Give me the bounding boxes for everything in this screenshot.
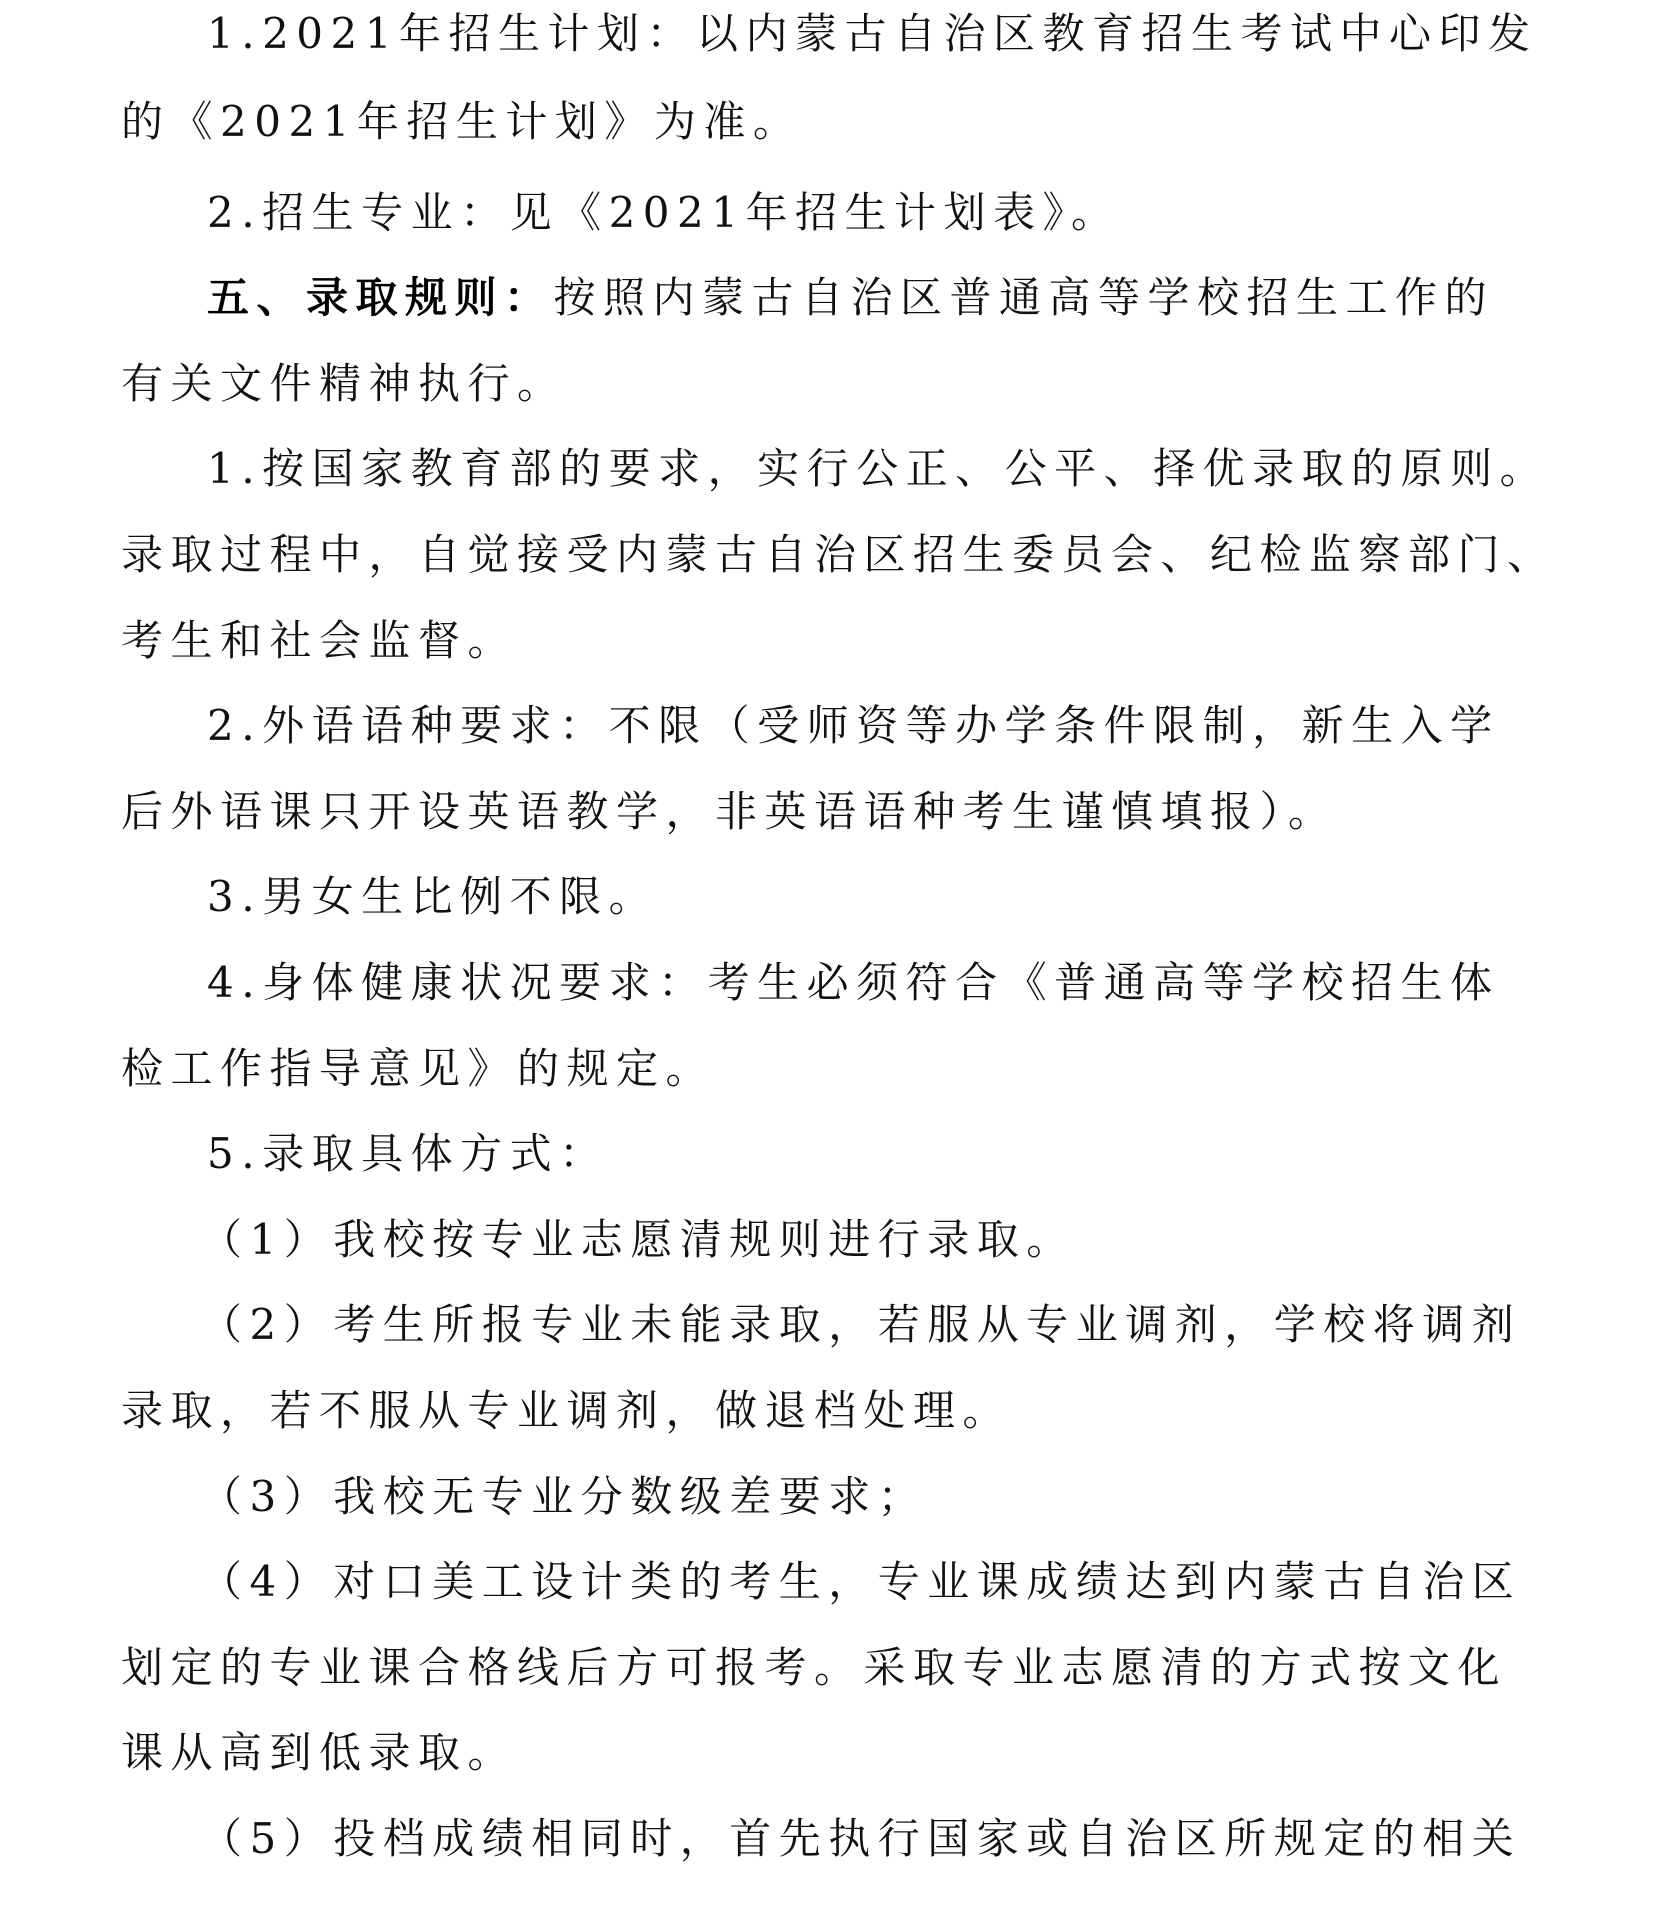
sub-item-3-line: [200, 1467, 1400, 1527]
rule-2-cont-text: 后外语课只开设英语教学，非英语语种考生谨慎填报）。: [121, 787, 1338, 836]
rule-1-continuation-1: [121, 525, 1557, 585]
section-5-continuation: [121, 354, 1401, 414]
section-5-line: [207, 268, 1495, 328]
sub-item-5-text: （5）投档成绩相同时，首先执行国家或自治区所规定的相关: [200, 1814, 1522, 1863]
rule-4-text: 4.身体健康状况要求：考生必须符合《普通高等学校招生体: [207, 958, 1500, 1007]
rule-1-continuation-2: [121, 611, 1401, 671]
sub-item-4-cont1-text: 划定的专业课合格线后方可报考。采取专业志愿清的方式按文化: [121, 1643, 1508, 1692]
sub-item-4-cont2-text: 课从高到低录取。: [121, 1728, 518, 1777]
rule-1-text: 1.按国家教育部的要求，实行公正、公平、择优录取的原则。: [207, 444, 1550, 493]
sub-item-4-continuation-2: [121, 1723, 1401, 1783]
rule-4-cont-text: 检工作指导意见》的规定。: [121, 1044, 716, 1093]
rule-2-line: [207, 696, 1500, 756]
sub-item-2-line: [200, 1295, 1522, 1355]
sub-item-2-continuation: [121, 1381, 1401, 1441]
section-5-cont-text: 有关文件精神执行。: [121, 359, 567, 408]
sub-item-4-line: [200, 1552, 1522, 1612]
rule-5-line: [207, 1124, 1407, 1184]
plan-item-2-line: [207, 183, 1407, 243]
rule-4-line: [207, 953, 1500, 1013]
rule-1-cont1-text: 录取过程中，自觉接受内蒙古自治区招生委员会、纪检监察部门、: [121, 530, 1557, 579]
sub-item-2-cont-text: 录取，若不服从专业调剂，做退档处理。: [121, 1386, 1013, 1435]
sub-item-4-continuation-1: [121, 1638, 1508, 1698]
rule-2-continuation: [121, 782, 1441, 842]
plan-item-2-text: 2.招生专业：见《2021年招生计划表》。: [207, 188, 1121, 237]
rule-1-cont2-text: 考生和社会监督。: [121, 616, 518, 665]
sub-item-2-text: （2）考生所报专业未能录取，若服从专业调剂，学校将调剂: [200, 1300, 1522, 1349]
rule-2-text: 2.外语语种要求：不限（受师资等办学条件限制，新生入学: [207, 701, 1500, 750]
sub-item-1-text: （1）我校按专业志愿清规则进行录取。: [200, 1215, 1076, 1264]
rule-4-continuation: [121, 1039, 1401, 1099]
rule-5-text: 5.录取具体方式：: [207, 1129, 609, 1178]
rule-3-line: [207, 867, 1407, 927]
section-5-heading: 五、录取规则：: [207, 273, 554, 322]
section-5-text: 按照内蒙古自治区普通高等学校招生工作的: [553, 273, 1495, 322]
sub-item-1-line: [200, 1210, 1400, 1270]
sub-item-5-line: [200, 1809, 1522, 1869]
rule-3-text: 3.男女生比例不限。: [207, 872, 659, 921]
plan-item-1-text: 1.2021年招生计划：以内蒙古自治区教育招生考试中心印发: [207, 9, 1538, 58]
plan-item-1-cont-text: 的《2021年招生计划》为准。: [121, 97, 803, 146]
plan-item-1-continuation: [121, 92, 1401, 152]
sub-item-4-text: （4）对口美工设计类的考生，专业课成绩达到内蒙古自治区: [200, 1557, 1522, 1606]
plan-item-1-line: [207, 4, 1538, 64]
rule-1-line: [207, 439, 1550, 499]
sub-item-3-text: （3）我校无专业分数级差要求；: [200, 1472, 928, 1521]
